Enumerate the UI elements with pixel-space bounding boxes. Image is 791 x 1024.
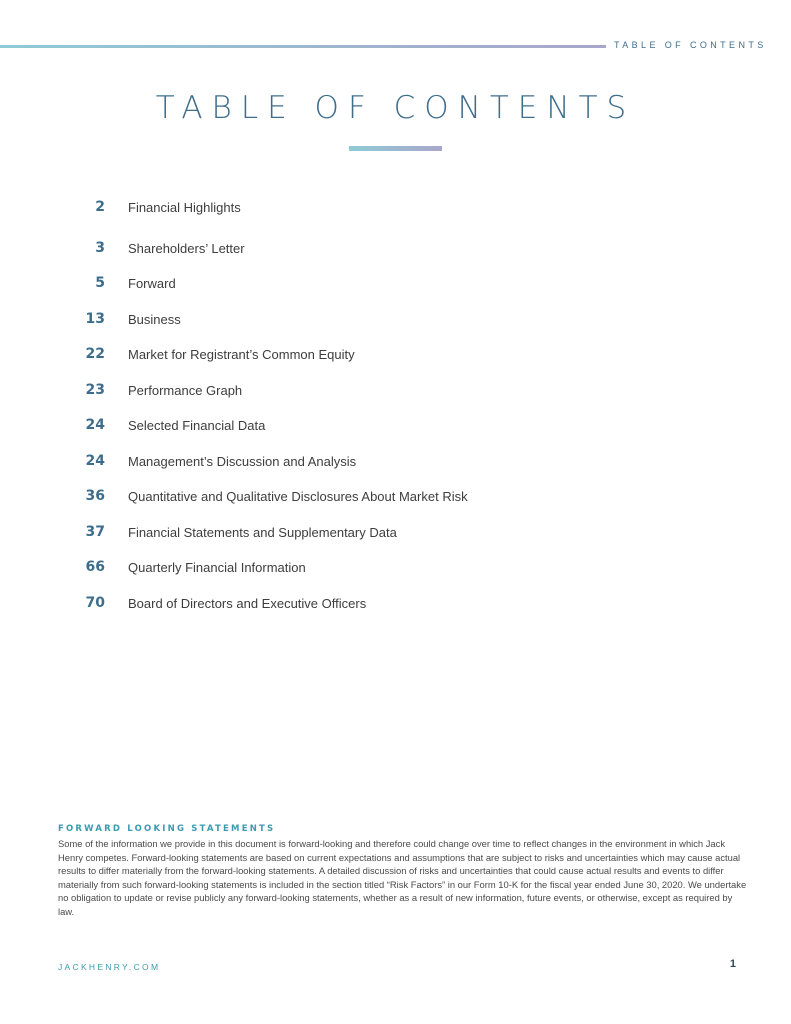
toc-entry[interactable]: [0, 417, 600, 439]
header-rule: [0, 45, 606, 48]
toc-page-number: 22: [85, 346, 105, 362]
toc-title: Market for Registrant’s Common Equity: [128, 347, 355, 362]
toc-page-number: 2: [95, 199, 105, 215]
page-title: TABLE OF CONTENTS: [155, 90, 636, 126]
toc-page-number: 24: [85, 453, 105, 469]
toc-page-number: 37: [85, 524, 105, 540]
running-header: TABLE OF CONTENTS: [614, 40, 767, 50]
toc-page-number: 5: [95, 275, 105, 291]
footer-website: JACKHENRY.COM: [58, 962, 161, 972]
toc-entry[interactable]: [0, 382, 600, 404]
toc-page-number: 3: [95, 240, 105, 256]
toc-title: Performance Graph: [128, 383, 243, 398]
toc-entry[interactable]: [0, 199, 600, 221]
toc-title: Forward: [128, 276, 176, 291]
toc-page-number: 24: [85, 417, 105, 433]
toc-entry[interactable]: [0, 240, 600, 262]
toc-title: Business: [128, 312, 181, 327]
toc-entry[interactable]: [0, 311, 600, 333]
toc-title: Board of Directors and Executive Officers: [128, 596, 367, 611]
toc-title: Shareholders’ Letter: [128, 241, 245, 256]
toc-entry[interactable]: [0, 346, 600, 368]
toc-entry[interactable]: [0, 595, 600, 617]
toc-title: Financial Statements and Supplementary Data: [128, 525, 397, 540]
page-number: 1: [729, 958, 736, 970]
toc-entry[interactable]: [0, 453, 600, 475]
forward-looking-heading: FORWARD LOOKING STATEMENTS: [58, 824, 276, 834]
title-underline: [349, 146, 442, 151]
toc-page-number: 70: [85, 595, 105, 611]
toc-title: Management’s Discussion and Analysis: [128, 454, 357, 469]
toc-entry[interactable]: [0, 488, 600, 510]
toc-page-number: 36: [85, 488, 105, 504]
toc-title: Financial Highlights: [128, 200, 241, 215]
toc-entry[interactable]: [0, 559, 600, 581]
toc-page-number: 13: [85, 311, 105, 327]
toc-title: Quantitative and Qualitative Disclosures About Market Risk: [128, 489, 468, 504]
toc-entry[interactable]: [0, 524, 600, 546]
toc-title: Quarterly Financial Information: [128, 560, 306, 575]
toc-entry[interactable]: [0, 275, 600, 297]
toc-title: Selected Financial Data: [128, 418, 266, 433]
forward-looking-body: Some of the information we provide in this document is forward-looking and therefore could change over time to reflect changes in the environment in which Jack Henry competes. Forward-looking statements are based on current expectations and assumptions that are subject to risks and uncertainties which may cause actual results to differ materially from the forward-looking statements. A detailed discussion of risks and uncertainties that could cause actual results and events to differ materially from such forward-looking statements is included in the section titled “Risk Factors” in our Form 10-K for the fiscal year ended June 30, 2020. We undertake no obligation to update or revise publicly any forward-looking statements, whether as a result of new information, future events, or otherwise, except as required by law.: [58, 838, 747, 917]
toc-page-number: 23: [85, 382, 105, 398]
toc-page-number: 66: [85, 559, 105, 575]
